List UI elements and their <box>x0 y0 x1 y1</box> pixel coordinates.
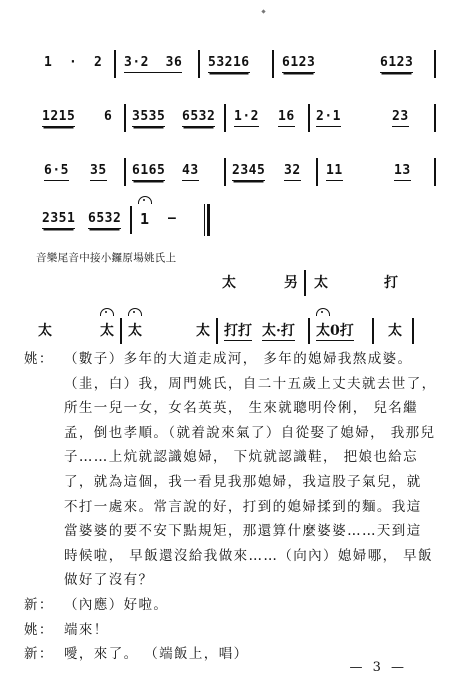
bar-line <box>224 158 226 186</box>
dialogue-line <box>24 568 444 593</box>
dialogue-text: （韭，白）我，周門姚氏，自二十五歲上丈夫就去世了， <box>64 375 437 392</box>
bar-line <box>308 318 310 344</box>
percussion-syllable: 太·打 <box>262 320 295 341</box>
dialogue-line <box>24 495 444 520</box>
notation-measure: 43 <box>182 160 199 188</box>
bar-line <box>130 206 132 234</box>
percussion-syllable: 打打 <box>224 320 252 341</box>
dialogue-line <box>24 372 444 397</box>
bar-line <box>124 158 126 186</box>
speaker-label: 新： <box>24 596 54 613</box>
fermata-icon <box>128 308 142 316</box>
notation-measure: 2351 <box>42 208 75 236</box>
percussion-syllable: 打 <box>384 275 398 291</box>
notation-measure: 3·2 36 <box>124 52 182 80</box>
notation-row-1 <box>40 52 440 86</box>
notation-measure: 1 <box>140 210 150 228</box>
paper-speck <box>261 9 265 13</box>
percussion-row-2 <box>28 320 448 350</box>
notation-row-3 <box>40 160 440 194</box>
bar-line <box>304 270 306 296</box>
dialogue-text: 時候啦， 早飯還沒給我做來……（向內）媳婦哪， 早飯 <box>64 547 433 564</box>
bar-line <box>308 104 310 132</box>
notation-measure: 6123 <box>282 52 315 80</box>
bar-line <box>114 50 116 78</box>
dialogue-line <box>24 396 444 421</box>
notation-measure: 6532 <box>88 208 121 236</box>
notation-measure: 53216 <box>208 52 250 80</box>
dialogue-line <box>24 421 444 446</box>
percussion-syllable: 太 <box>196 323 210 339</box>
final-bar-line <box>204 204 210 236</box>
dialogue-line <box>24 470 444 495</box>
notation-measure: — <box>168 211 177 226</box>
notation-measure: 6 <box>104 109 113 124</box>
dialogue-text: 當婆婆的要不安下點規矩，那還算什麼婆婆……天到這 <box>64 523 422 540</box>
notation-measure: 6165 <box>132 160 165 188</box>
dialogue-text: 了，就為這個，我一看見我那媳婦，我這股子氣兒，就 <box>64 473 422 490</box>
notation-row-2 <box>40 106 440 140</box>
percussion-syllable: 太 <box>314 275 328 291</box>
dialogue-line <box>24 519 444 544</box>
percussion-syllable: 太 <box>100 323 114 339</box>
dialogue-line <box>24 593 444 618</box>
notation-measure: 3535 <box>132 106 165 134</box>
page-number: — 3 — <box>349 660 407 675</box>
notation-measure: 2345 <box>232 160 265 188</box>
notation-measure: 6·5 <box>44 160 69 188</box>
dialogue-text: 噯，來了。 （端飯上，唱） <box>64 646 249 663</box>
dialogue-text: 端來！ <box>64 621 109 638</box>
notation-measure: 16 <box>278 106 295 134</box>
notation-measure: 13 <box>394 160 411 188</box>
bar-line <box>120 318 122 344</box>
dialogue-line <box>24 618 444 643</box>
bar-line <box>434 158 436 186</box>
bar-line <box>316 158 318 186</box>
dialogue-block <box>24 347 444 667</box>
notation-measure: 1215 <box>42 106 75 134</box>
percussion-syllable: 太 <box>38 323 52 339</box>
bar-line <box>434 50 436 78</box>
notation-row-4 <box>40 208 440 242</box>
percussion-syllable: 太 <box>128 323 142 339</box>
dialogue-text: 做好了沒有？ <box>64 572 154 589</box>
notation-measure: 2·1 <box>316 106 341 134</box>
notation-measure: 11 <box>326 160 343 188</box>
speaker-label: 姚： <box>24 351 54 367</box>
notation-measure: 1·2 <box>234 106 259 134</box>
bar-line <box>224 104 226 132</box>
speaker-label: 姚： <box>24 621 54 638</box>
fermata-icon <box>316 308 330 316</box>
dialogue-line <box>24 544 444 569</box>
percussion-syllable: 太 <box>222 275 236 291</box>
percussion-syllable: 另 <box>284 275 298 291</box>
percussion-syllable: 太 <box>388 323 402 339</box>
bar-line <box>272 50 274 78</box>
dialogue-line <box>24 445 444 470</box>
dialogue-text: 所生一兒一女，女名英英， 生來就聰明伶俐， 兒名繼 <box>64 400 419 417</box>
notation-measure: 23 <box>392 106 409 134</box>
notation-measure: 35 <box>90 160 107 188</box>
bar-line <box>434 104 436 132</box>
dialogue-line <box>24 347 444 372</box>
notation-measure: 6532 <box>182 106 215 134</box>
fermata-icon <box>138 196 152 204</box>
percussion-row-1 <box>28 272 448 302</box>
notation-measure: 32 <box>284 160 301 188</box>
dialogue-text: 子……上炕就認識媳婦， 下炕就認識鞋， 把娘也給忘 <box>64 449 419 466</box>
dialogue-text: （數子）多年的大道走成河， 多年的媳婦我熬成婆。 <box>64 351 413 367</box>
fermata-icon <box>100 308 114 316</box>
percussion-syllable: 太0打 <box>316 320 354 341</box>
bar-line <box>372 318 374 344</box>
notation-measure: 1 · 2 <box>44 55 103 70</box>
bar-line <box>198 50 200 78</box>
bar-line <box>124 104 126 132</box>
notation-measure: 6123 <box>380 52 413 80</box>
dialogue-text: 孟，倒也孝順。（就着說來氣了）自從娶了媳婦， 我那兒 <box>64 424 436 441</box>
speaker-label: 新： <box>24 646 54 663</box>
section-label: 音樂尾音中接小鑼原場姚氏上 <box>36 252 177 264</box>
bar-line <box>216 318 218 344</box>
bar-line <box>412 318 414 344</box>
dialogue-text: 不打一處來。常言說的好，打到的媳婦揉到的麵。我這 <box>64 498 422 515</box>
dialogue-text: （內應）好啦。 <box>64 596 169 613</box>
